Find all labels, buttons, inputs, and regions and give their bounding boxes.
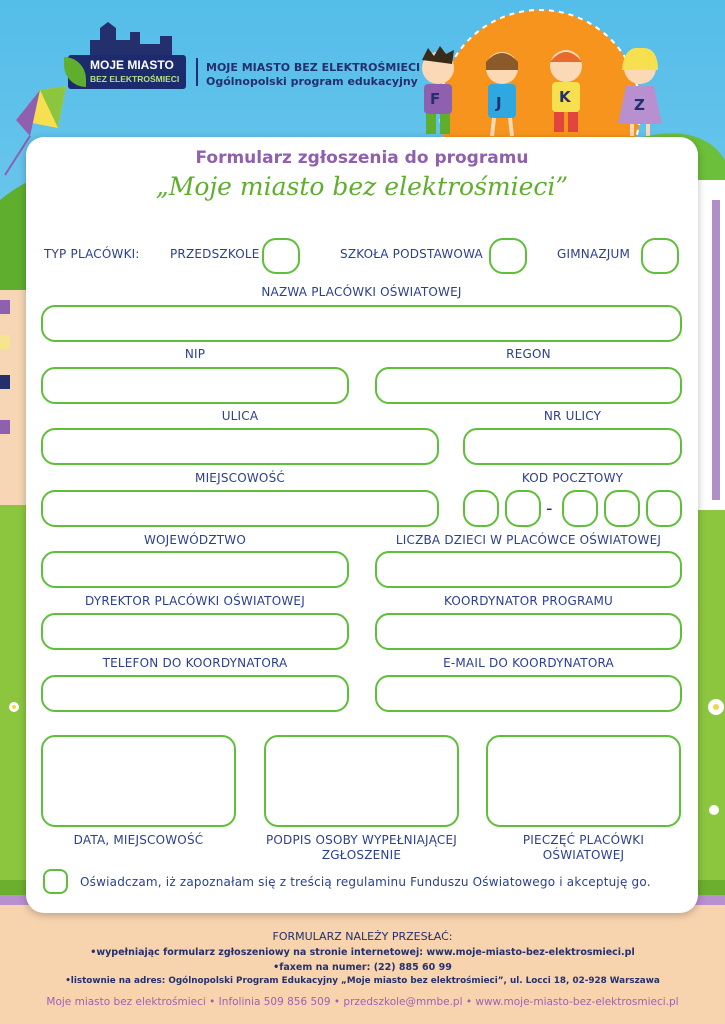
logo-line2: BEZ ELEKTROŚMIECI [90,74,180,84]
kod-label: KOD POCZTOWY [521,471,624,485]
kid-letter-3: K [559,88,571,106]
kod-digit-4[interactable] [604,490,640,527]
kod-dash: - [546,498,553,519]
header-title-line1: MOJE MIASTO BEZ ELEKTROŚMIECI [206,61,421,74]
form-title: Formularz zgłoszenia do programu [195,148,529,168]
koordynator-field[interactable] [375,613,682,650]
pieczec-label-line1: PIECZĘĆ PLACÓWKI [522,833,645,847]
regon-field[interactable] [375,367,682,404]
kod-digit-5[interactable] [646,490,682,527]
kod-digit-2[interactable] [505,490,541,527]
liczba-dzieci-label: LICZBA DZIECI W PLACÓWCE OŚWIATOWEJ [395,533,662,547]
nazwa-label: NAZWA PLACÓWKI OŚWIATOWEJ [261,285,462,299]
consent-checkbox[interactable] [43,869,68,894]
kids-illustration [410,40,700,140]
consent-text: Oświadczam, iż zapoznałam się z treścią regulaminu Funduszu Oświatowego i akceptuję go. [80,875,651,889]
podpis-label-line2: ZGŁOSZENIE [321,848,402,862]
data-miejscowosc-box[interactable] [41,735,236,827]
wojewodztwo-label: WOJEWÓDZTWO [143,533,247,547]
logo-line1: MOJE MIASTO [90,58,174,72]
telefon-label: TELEFON DO KOORDYNATORA [102,656,288,670]
form-subtitle: „Moje miasto bez elektrośmieci” [155,172,569,201]
nip-label: NIP [184,347,206,361]
type-gimnazjum-checkbox[interactable] [641,238,679,274]
telefon-field[interactable] [41,675,349,712]
logo [68,55,186,89]
nip-field[interactable] [41,367,349,404]
ulica-label: ULICA [221,409,259,423]
podpis-label-line1: PODPIS OSOBY WYPEŁNIAJĄCEJ [265,833,458,847]
type-przedszkole-checkbox[interactable] [262,238,300,274]
koordynator-label: KOORDYNATOR PROGRAMU [443,594,614,608]
liczba-dzieci-field[interactable] [375,551,682,588]
footer-contact: Moje miasto bez elektrośmieci • Infolinia 509 856 509 • przedszkole@mmbe.pl • www.moje-miasto-bez-elektrosmieci.pl [46,996,679,1008]
footer-heading: FORMULARZ NALEŻY PRZESŁAĆ: [272,930,453,943]
wojewodztwo-field[interactable] [41,551,349,588]
kod-digit-3[interactable] [562,490,598,527]
leaf-icon [64,57,86,87]
email-field[interactable] [375,675,682,712]
email-label: E-MAIL DO KOORDYNATORA [443,656,614,670]
type-option-gimnazjum-label: GIMNAZJUM [557,247,631,261]
footer-line-2: •faxem na numer: (22) 885 60 99 [273,962,452,973]
type-szkola-checkbox[interactable] [489,238,527,274]
footer-line-1: •wypełniając formularz zgłoszeniowy na stronie internetowej: www.moje-miasto-bez-elektrosmieci.pl [90,947,635,958]
nazwa-field[interactable] [41,305,682,342]
kid-letter-1: F [430,90,441,108]
kids-drawing [410,40,700,140]
data-miejscowosc-label: DATA, MIEJSCOWOŚĆ [73,833,204,847]
podpis-box[interactable] [264,735,459,827]
dyrektor-label: DYREKTOR PLACÓWKI OŚWIATOWEJ [85,594,305,608]
nr-ulicy-label: NR ULICY [543,409,602,423]
nr-ulicy-field[interactable] [463,428,682,465]
kid-letter-2: J [496,94,502,112]
type-label: TYP PLACÓWKI: [44,247,140,261]
kid-letter-4: Z [634,96,645,114]
miejscowosc-field[interactable] [41,490,439,527]
kod-digit-1[interactable] [463,490,499,527]
pieczec-label-line2: OŚWIATOWEJ [542,848,625,862]
pieczec-box[interactable] [486,735,681,827]
footer-line-3: •listownie na adres: Ogólnopolski Program Edukacyjny „Moje miasto bez elektrośmieci”, ul. Locci 18, 02-928 Warszawa [65,976,660,986]
regon-label: REGON [506,347,551,361]
type-option-przedszkole-label: PRZEDSZKOLE [170,247,260,261]
miejscowosc-label: MIEJSCOWOŚĆ [195,471,285,485]
dyrektor-field[interactable] [41,613,349,650]
header-title [206,61,420,89]
ulica-field[interactable] [41,428,439,465]
header-divider [196,58,198,86]
header-title-line2: Ogólnopolski program edukacyjny [206,75,418,88]
type-option-szkola-label: SZKOŁA PODSTAWOWA [340,247,483,261]
